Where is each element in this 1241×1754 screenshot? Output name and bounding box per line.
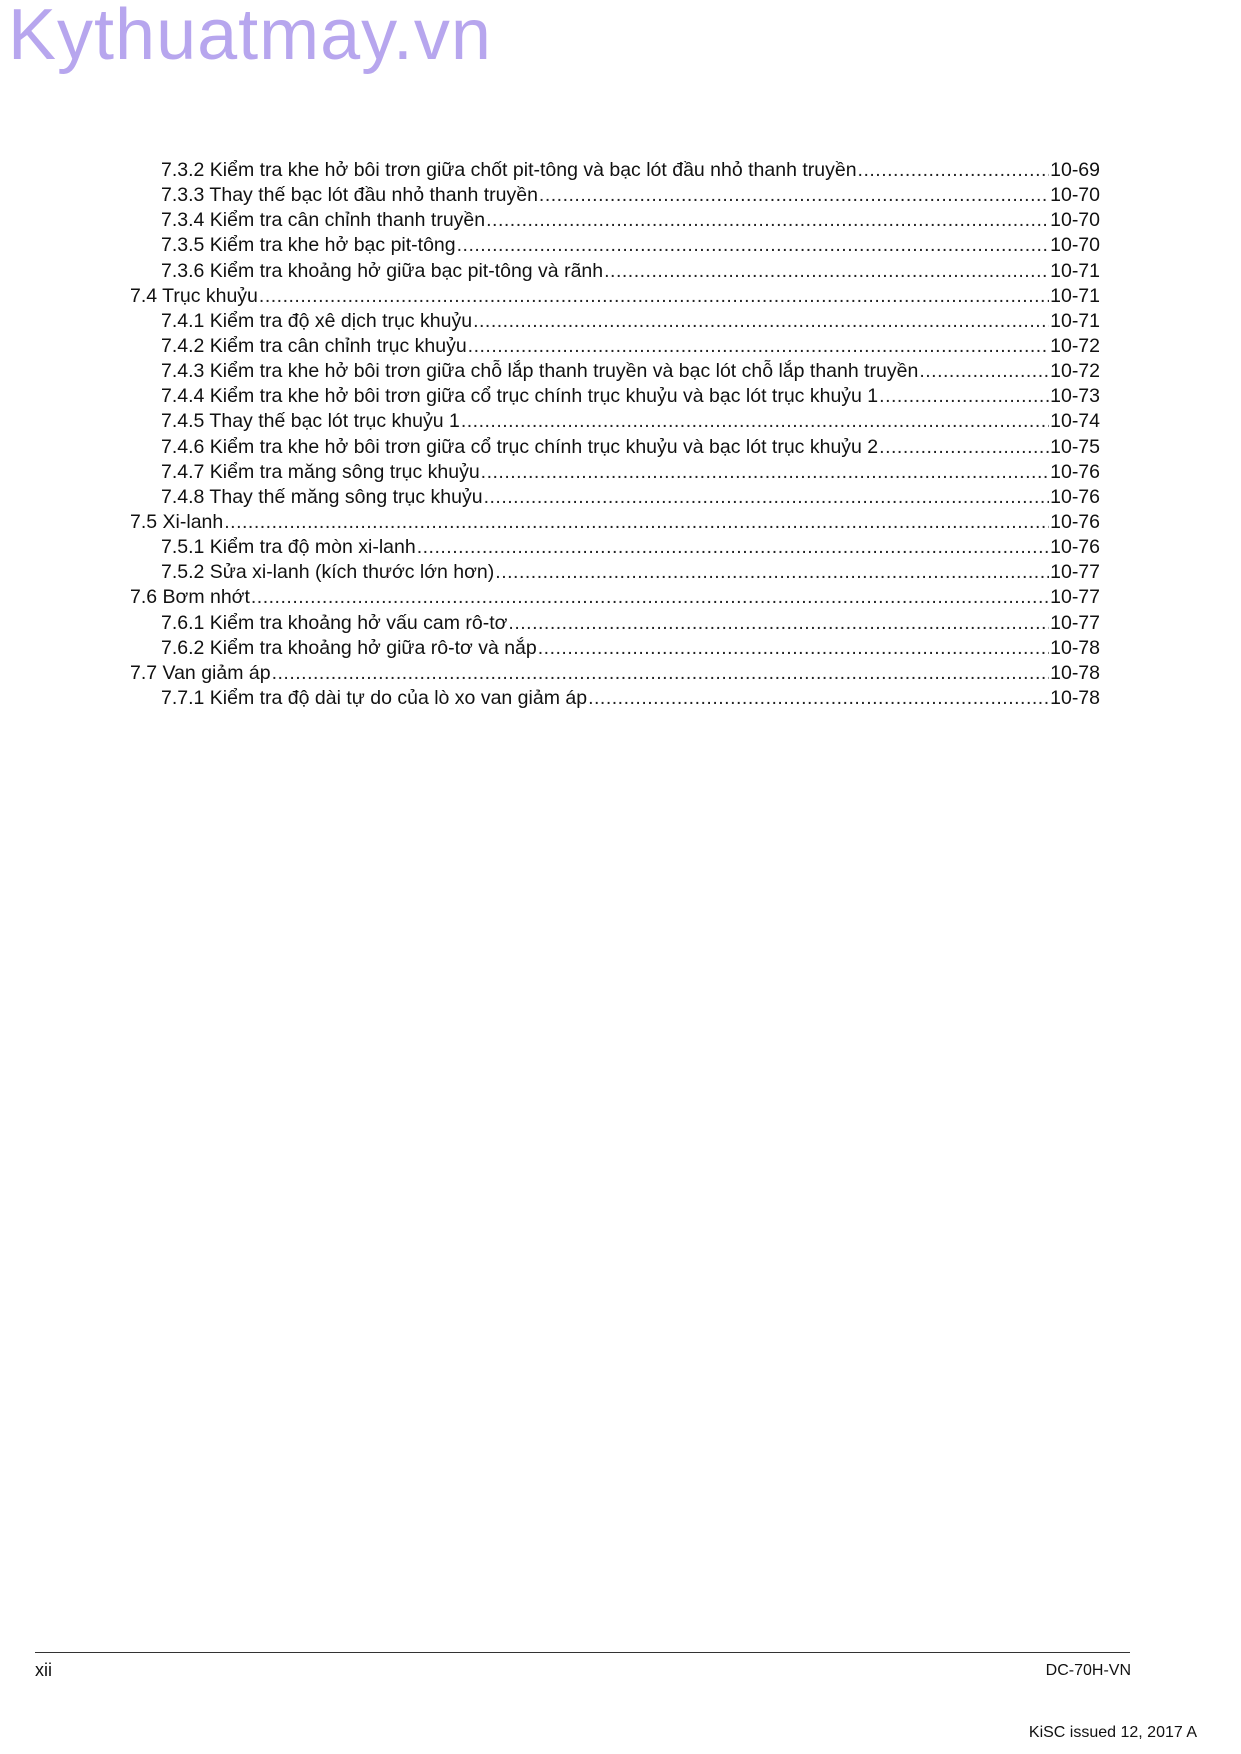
toc-entry-page: 10-72	[1050, 360, 1100, 383]
toc-dot-leader	[508, 611, 1049, 636]
toc-entry-page: 10-77	[1050, 611, 1100, 634]
toc-entry[interactable]	[130, 309, 1100, 334]
toc-entry-page: 10-70	[1050, 184, 1100, 207]
toc-entry-title: 7.6.2 Kiểm tra khoảng hở giữa rô-tơ và nắp	[161, 636, 537, 659]
toc-entry-title: 7.4 Trục khuỷu	[130, 284, 258, 307]
toc-dot-leader	[495, 560, 1049, 585]
toc-entry-page: 10-70	[1050, 209, 1100, 232]
toc-dot-leader	[457, 233, 1050, 258]
toc-entry-page: 10-70	[1050, 234, 1100, 257]
document-code: DC-70H-VN	[1045, 1662, 1131, 1679]
toc-entry[interactable]	[130, 259, 1100, 284]
toc-entry-title: 7.6 Bơm nhớt	[130, 586, 250, 609]
toc-entry-page: 10-73	[1050, 385, 1100, 408]
issued-label: KiSC issued 12, 2017 A	[1028, 1724, 1197, 1741]
toc-dot-leader	[473, 309, 1049, 334]
toc-entry-title: 7.4.4 Kiểm tra khe hở bôi trơn giữa cổ trục chính trục khuỷu và bạc lót trục khuỷu 1	[161, 385, 879, 408]
toc-dot-leader	[588, 686, 1049, 711]
toc-entry-page: 10-69	[1050, 159, 1100, 181]
toc-entry-page: 10-78	[1050, 636, 1100, 659]
toc-dot-leader	[538, 636, 1049, 661]
toc-dot-leader	[417, 535, 1049, 560]
toc-entry-title: 7.7 Van giảm áp	[130, 661, 271, 684]
watermark-logo: Kythuatmay.vn	[8, 0, 492, 75]
toc-entry-page: 10-78	[1050, 686, 1100, 709]
toc-entry[interactable]	[130, 585, 1100, 610]
toc-entry-page: 10-75	[1050, 435, 1100, 458]
toc-entry[interactable]	[130, 158, 1100, 183]
toc-dot-leader	[604, 259, 1049, 284]
toc-entry[interactable]	[130, 611, 1100, 636]
toc-entry-page: 10-77	[1050, 586, 1100, 609]
toc-entry[interactable]	[130, 686, 1100, 711]
toc-entry-page: 10-78	[1050, 661, 1100, 684]
toc-entry-page: 10-74	[1050, 410, 1100, 433]
toc-dot-leader	[486, 208, 1049, 233]
toc-entry-title: 7.3.4 Kiểm tra cân chỉnh thanh truyền	[161, 209, 486, 232]
toc-entry[interactable]	[130, 661, 1100, 686]
toc-entry-title: 7.6.1 Kiểm tra khoảng hở vấu cam rô-tơ	[161, 611, 508, 634]
toc-entry[interactable]	[130, 435, 1100, 460]
toc-entry-page: 10-72	[1050, 334, 1100, 357]
toc-entry-title: 7.5 Xi-lanh	[130, 510, 224, 533]
toc-entry-title: 7.3.6 Kiểm tra khoảng hở giữa bạc pit-tông và rãnh	[161, 259, 604, 282]
toc-entry-title: 7.5.2 Sửa xi-lanh (kích thước lớn hơn)	[161, 561, 495, 584]
toc-dot-leader	[919, 359, 1049, 384]
toc-dot-leader	[539, 183, 1049, 208]
toc-entry-title: 7.4.1 Kiểm tra độ xê dịch trục khuỷu	[161, 309, 473, 332]
toc-entry-title: 7.3.2 Kiểm tra khe hở bôi trơn giữa chốt pit-tông và bạc lót đầu nhỏ thanh truyền	[161, 159, 857, 181]
toc-dot-leader	[272, 661, 1050, 686]
toc-entry-page: 10-76	[1050, 460, 1100, 483]
toc-entry[interactable]	[130, 183, 1100, 208]
toc-entry-page: 10-77	[1050, 561, 1100, 584]
toc-dot-leader	[224, 510, 1049, 535]
toc-dot-leader	[468, 334, 1049, 359]
toc-entry[interactable]	[130, 334, 1100, 359]
toc-entry-title: 7.4.5 Thay thế bạc lót trục khuỷu 1	[161, 410, 460, 433]
toc-entry-page: 10-71	[1050, 259, 1100, 282]
footer-divider	[35, 1652, 1130, 1653]
page-number: xii	[35, 1660, 52, 1680]
toc-entry-page: 10-76	[1050, 485, 1100, 508]
toc-entry[interactable]	[130, 208, 1100, 233]
toc-entry-page: 10-76	[1050, 536, 1100, 559]
toc-entry[interactable]	[130, 535, 1100, 560]
toc-entry-title: 7.5.1 Kiểm tra độ mòn xi-lanh	[161, 536, 416, 559]
toc-entry-title: 7.3.3 Thay thế bạc lót đầu nhỏ thanh truyền	[161, 184, 538, 207]
toc-entry-page: 10-76	[1050, 510, 1100, 533]
toc-entry[interactable]	[130, 485, 1100, 510]
toc-dot-leader	[879, 435, 1049, 460]
table-of-contents	[130, 158, 1100, 711]
toc-entry[interactable]	[130, 409, 1100, 434]
toc-entry[interactable]	[130, 233, 1100, 258]
toc-entry[interactable]	[130, 359, 1100, 384]
toc-dot-leader	[879, 384, 1049, 409]
toc-entry-title: 7.4.6 Kiểm tra khe hở bôi trơn giữa cổ trục chính trục khuỷu và bạc lót trục khuỷu 2	[161, 435, 879, 458]
toc-entry-title: 7.3.5 Kiểm tra khe hở bạc pit-tông	[161, 234, 456, 257]
toc-entry[interactable]	[130, 636, 1100, 661]
toc-entry-title: 7.4.7 Kiểm tra măng sông trục khuỷu	[161, 460, 480, 483]
toc-entry[interactable]	[130, 510, 1100, 535]
toc-entry-title: 7.4.8 Thay thế măng sông trục khuỷu	[161, 485, 483, 508]
toc-dot-leader	[461, 409, 1049, 434]
toc-entry-title: 7.7.1 Kiểm tra độ dài tự do của lò xo van giảm áp	[161, 686, 588, 709]
toc-dot-leader	[481, 460, 1049, 485]
toc-entry[interactable]	[130, 460, 1100, 485]
toc-dot-leader	[484, 485, 1050, 510]
toc-dot-leader	[858, 158, 1050, 183]
toc-dot-leader	[251, 585, 1049, 610]
toc-entry[interactable]	[130, 560, 1100, 585]
toc-entry[interactable]	[130, 384, 1100, 409]
toc-entry-title: 7.4.3 Kiểm tra khe hở bôi trơn giữa chỗ lắp thanh truyền và bạc lót chỗ lắp thanh truyền	[161, 360, 919, 383]
toc-entry-title: 7.4.2 Kiểm tra cân chỉnh trục khuỷu	[161, 334, 467, 357]
toc-entry[interactable]	[130, 284, 1100, 309]
toc-entry-page: 10-71	[1050, 284, 1100, 307]
toc-dot-leader	[259, 284, 1049, 309]
toc-entry-page: 10-71	[1050, 309, 1100, 332]
